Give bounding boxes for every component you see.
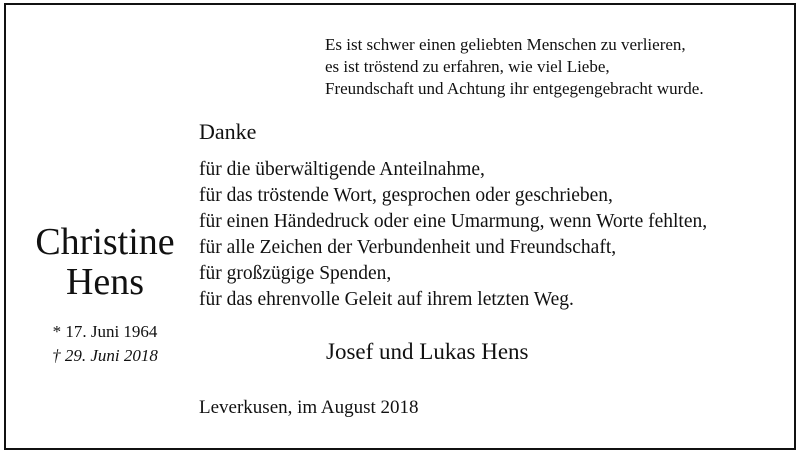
thanks-line: für großzügige Spenden,	[199, 263, 392, 284]
life-dates	[20, 320, 190, 368]
first-name: Christine	[35, 221, 175, 263]
thanks-list	[199, 157, 707, 313]
thanks-line: für die überwältigende Anteilnahme,	[199, 159, 485, 180]
thanks-line: für einen Händedruck oder eine Umarmung, wenn Worte fehlten,	[199, 211, 708, 232]
quote-line: Es ist schwer einen geliebten Menschen zu verlieren,	[325, 35, 686, 54]
thanks-line: für das ehrenvolle Geleit auf ihrem letzten Weg.	[199, 289, 574, 310]
thanks-line: für das tröstende Wort, gesprochen oder geschrieben,	[199, 185, 613, 206]
quote-line: es ist tröstend zu erfahren, wie viel Liebe,	[325, 57, 610, 76]
thanks-heading: Danke	[199, 119, 257, 144]
last-name: Hens	[65, 261, 145, 303]
thanks-line: für alle Zeichen der Verbundenheit und Freundschaft,	[199, 237, 617, 258]
deceased-name	[20, 222, 190, 302]
place-date: Leverkusen, im August 2018	[199, 397, 419, 418]
death-date: † 29. Juni 2018	[52, 346, 158, 365]
quote-line: Freundschaft und Achtung ihr entgegengebracht wurde.	[325, 79, 704, 98]
signers: Josef und Lukas Hens	[326, 339, 529, 364]
birth-date: * 17. Juni 1964	[52, 322, 158, 341]
opening-quote	[325, 34, 704, 100]
